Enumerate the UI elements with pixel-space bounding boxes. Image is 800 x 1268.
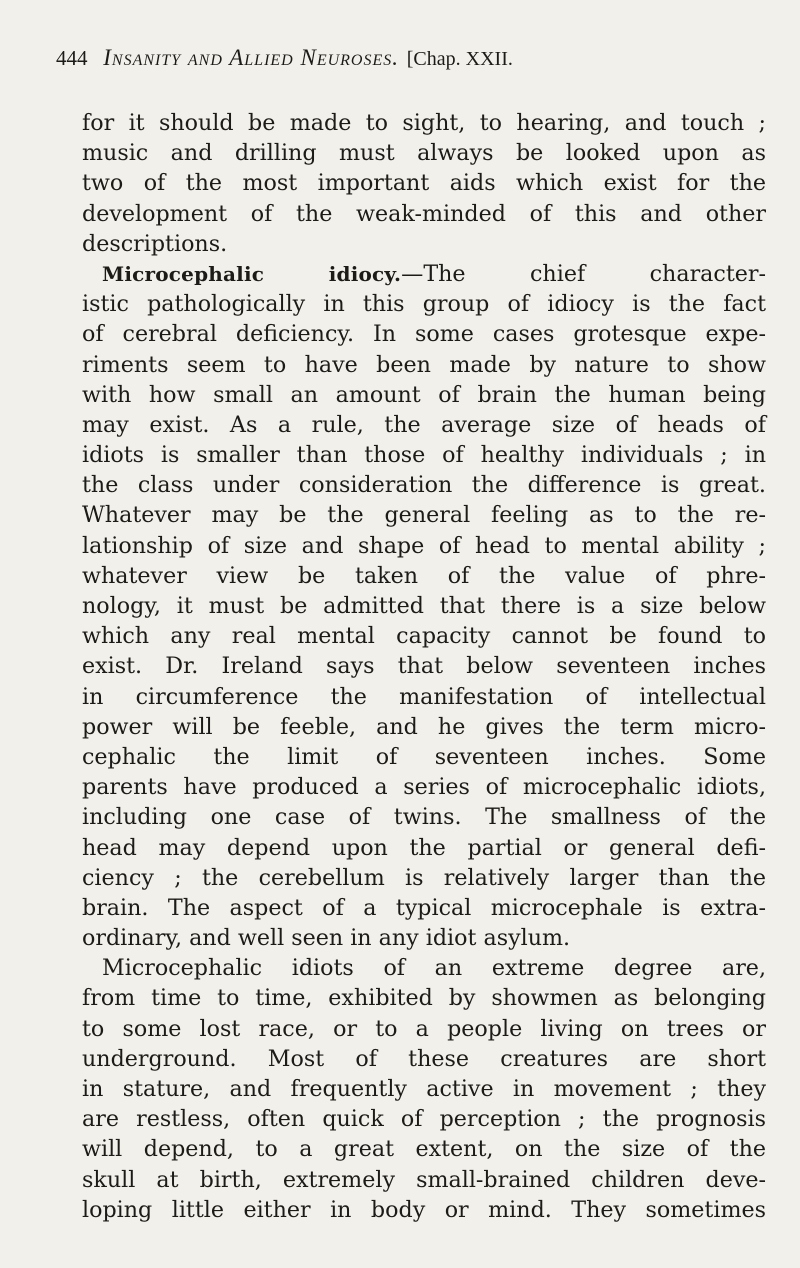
text-line: head may depend upon the partial or general defi-: [82, 834, 766, 861]
text-line: loping little either in body or mind. They sometimes: [82, 1196, 766, 1223]
text-line: ordinary, and well seen in any idiot asylum.: [82, 925, 571, 952]
text-line: whatever view be taken of the value of phre-: [82, 562, 766, 589]
text-line-with-subhead: [82, 259, 766, 289]
text-line: are restless, often quick of perception ; the prognosis: [82, 1106, 766, 1133]
text-line: two of the most important aids which exist for the: [82, 170, 766, 197]
text-line: idiots is smaller than those of healthy individuals ; in: [82, 442, 766, 469]
body-text: [82, 108, 766, 1225]
text-line: the class under consideration the difference is great.: [82, 472, 766, 499]
text-line: Microcephalic idiots of an extreme degree are,: [102, 955, 766, 982]
text-line: of cerebral deficiency. In some cases grotesque expe-: [82, 321, 766, 348]
page-number: 444: [56, 46, 88, 70]
text-line: music and drilling must always be looked upon as: [82, 140, 766, 167]
running-head: [56, 40, 756, 76]
text-line: parents have produced a series of microcephalic idiots,: [82, 774, 766, 801]
text-line: brain. The aspect of a typical microcephale is extra-: [82, 894, 766, 921]
text-line: from time to time, exhibited by showmen as belonging: [82, 985, 766, 1012]
text-line: to some lost race, or to a people living on trees or: [82, 1015, 766, 1042]
text-line: descriptions.: [82, 230, 228, 257]
text-line: skull at birth, extremely small-brained children deve-: [82, 1166, 766, 1193]
section-subhead: Microcephalic idiocy.: [102, 261, 402, 286]
text-line: with how small an amount of brain the human being: [82, 381, 766, 408]
text-line: power will be feeble, and he gives the term micro-: [82, 713, 766, 740]
text-line: ciency ; the cerebellum is relatively larger than the: [82, 864, 766, 891]
text-line: in stature, and frequently active in movement ; they: [82, 1076, 766, 1102]
text-line: exist. Dr. Ireland says that below seventeen inches: [82, 653, 766, 680]
text-line: including one case of twins. The smallness of the: [82, 804, 766, 831]
text-line: nology, it must be admitted that there is a size below: [82, 593, 766, 619]
text-line: for it should be made to sight, to hearing, and touch ;: [82, 110, 766, 136]
running-title: Insanity and Allied Neuroses.: [103, 45, 400, 70]
text-line: may exist. As a rule, the average size of heads of: [82, 411, 766, 438]
text-line: which any real mental capacity cannot be found to: [82, 623, 766, 650]
text-line: Whatever may be the general feeling as to the re-: [82, 502, 766, 529]
text-line: cephalic the limit of seventeen inches. Some: [82, 743, 766, 770]
text-line: development of the weak-minded of this and other: [82, 200, 766, 227]
text-line: in circumference the manifestation of intellectual: [82, 683, 766, 710]
text-line: lationship of size and shape of head to mental ability ;: [82, 532, 766, 559]
text-line: will depend, to a great extent, on the size of the: [82, 1136, 766, 1163]
text-line: istic pathologically in this group of idiocy is the fact: [82, 291, 766, 318]
text-line: —The chief character-: [401, 260, 766, 287]
text-line: underground. Most of these creatures are short: [82, 1045, 766, 1072]
chapter-reference: [Chap. XXII.: [406, 48, 513, 70]
text-line: riments seem to have been made by nature to show: [82, 351, 766, 378]
